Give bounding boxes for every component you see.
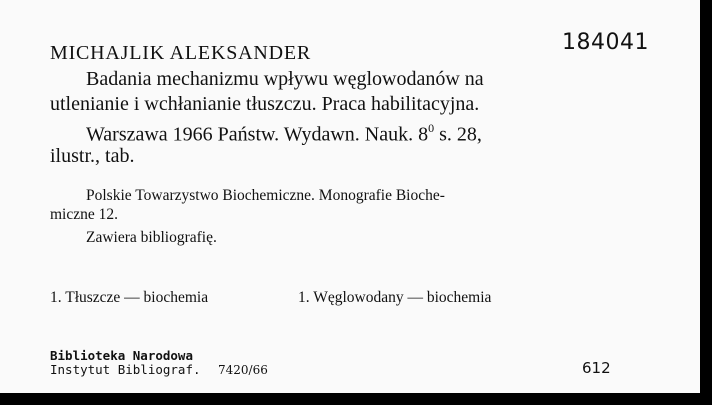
- imprint-format-sup: 0: [428, 121, 435, 135]
- title-line-2: utlenianie i wchłanianie tłuszczu. Praca habilitacyjna.: [50, 93, 480, 115]
- imprint-suffix: s. 28,: [434, 123, 482, 146]
- footer-institute: Instytut Bibliograf.: [50, 362, 201, 377]
- imprint-prefix: Warszawa 1966 Państw. Wydawn. Nauk. 8: [86, 123, 429, 146]
- footer-library: Biblioteka Narodowa: [50, 348, 193, 363]
- footer-code: 7420/66: [218, 363, 268, 377]
- subject-1: 1. Tłuszcze — biochemia: [50, 289, 209, 306]
- author-heading: MICHAJLIK ALEKSANDER: [50, 42, 311, 64]
- title-line-1: Badania mechanizmu wpływu węglowodanów na: [86, 68, 484, 90]
- series-line-1: Polskie Towarzystwo Biochemiczne. Monografie Bioche-: [86, 187, 445, 204]
- imprint-line-1: [86, 121, 482, 146]
- imprint-line-2: ilustr., tab.: [50, 145, 135, 167]
- catalog-number: 184041: [562, 30, 649, 55]
- subject-2: 1. Węglowodany — biochemia: [298, 289, 492, 306]
- page-ref: 612: [582, 359, 611, 377]
- series-line-2: miczne 12.: [50, 206, 119, 223]
- note: Zawiera bibliografię.: [86, 229, 217, 246]
